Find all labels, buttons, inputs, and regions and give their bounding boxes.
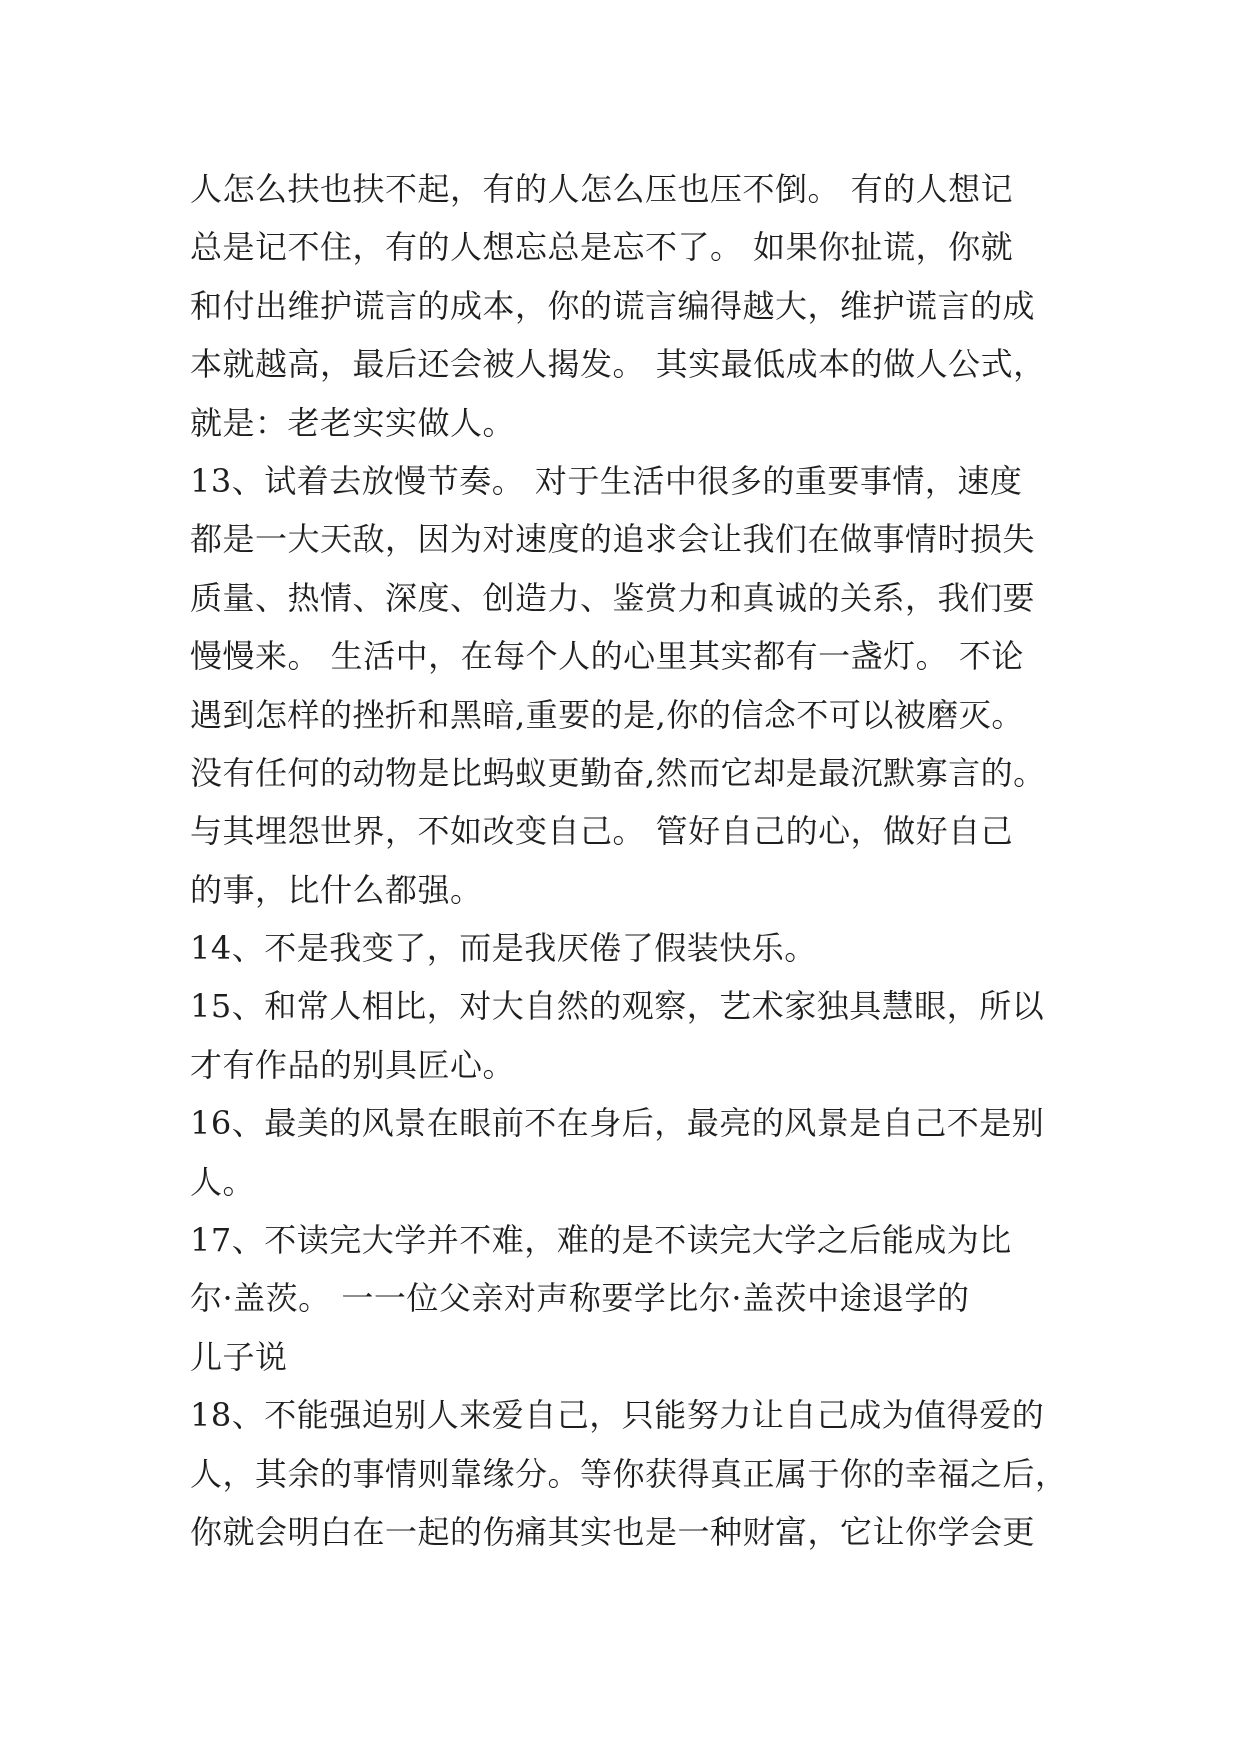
- body-text: [190, 160, 1080, 1561]
- text-line: 就是：老老实实做人。: [190, 403, 516, 442]
- text-line: 才有作品的别具匠心。: [190, 1045, 516, 1084]
- text-line: 15、和常人相比，对大自然的观察，艺术家独具慧眼，所以: [190, 987, 1045, 1026]
- text-line: 本就越高，最后还会被人揭发。 其实最低成本的做人公式，: [190, 345, 1046, 384]
- text-line: 的事，比什么都强。: [190, 870, 483, 909]
- text-line: 人，其余的事情则靠缘分。等你获得真正属于你的幸福之后，: [190, 1454, 1068, 1493]
- text-line: 和付出维护谎言的成本，你的谎言编得越大，维护谎言的成: [190, 286, 1036, 325]
- text-line: 14、不是我变了，而是我厌倦了假装快乐。: [190, 929, 817, 968]
- text-line: 16、最美的风景在眼前不在身后，最亮的风景是自己不是别: [190, 1104, 1045, 1143]
- text-line: 都是一大天敌，因为对速度的追求会让我们在做事情时损失: [190, 520, 1036, 559]
- text-line: 总是记不住，有的人想忘总是忘不了。 如果你扯谎，你就: [190, 228, 1014, 267]
- text-line: 13、试着去放慢节奏。 对于生活中很多的重要事情，速度: [190, 461, 1023, 500]
- text-line: 遇到怎样的挫折和黑暗,重要的是,你的信念不可以被磨灭。: [190, 695, 1024, 734]
- text-line: 人怎么扶也扶不起，有的人怎么压也压不倒。 有的人想记: [190, 170, 1014, 208]
- text-line: 儿子说: [190, 1337, 288, 1376]
- text-line: 慢慢来。 生活中，在每个人的心里其实都有一盏灯。 不论: [190, 637, 1024, 676]
- text-line: 17、不读完大学并不难，难的是不读完大学之后能成为比: [190, 1221, 1012, 1260]
- text-line: 与其埋怨世界，不如改变自己。 管好自己的心，做好自己: [190, 812, 1014, 851]
- text-line: 人。: [190, 1162, 256, 1201]
- text-line: 你就会明白在一起的伤痛其实也是一种财富，它让你学会更: [190, 1512, 1036, 1551]
- text-line: 18、不能强迫别人来爱自己，只能努力让自己成为值得爱的: [190, 1396, 1045, 1435]
- text-line: 尔·盖茨。 一一位父亲对声称要学比尔·盖茨中途退学的: [190, 1279, 970, 1318]
- text-line: 质量、热情、深度、创造力、鉴赏力和真诚的关系，我们要: [190, 578, 1036, 617]
- text-line: 没有任何的动物是比蚂蚁更勤奋,然而它却是最沉默寡言的。: [190, 753, 1046, 792]
